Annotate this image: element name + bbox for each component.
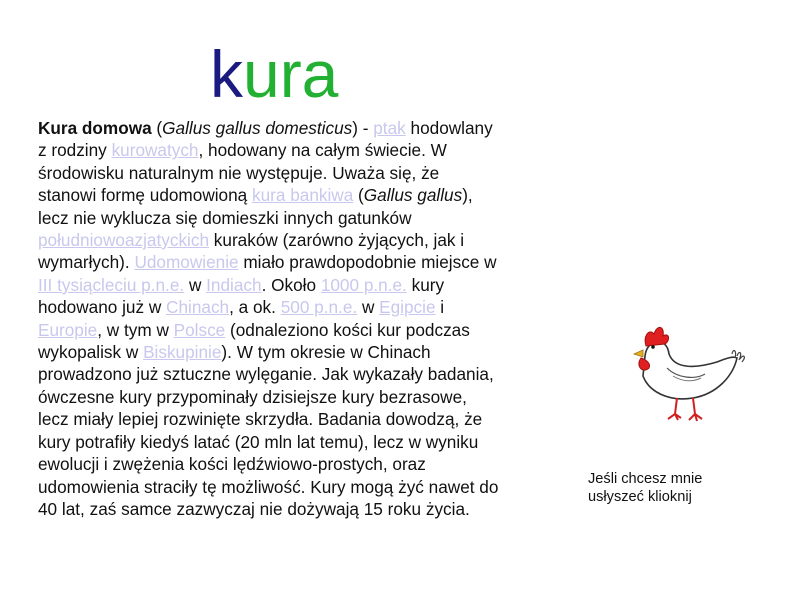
link-kura-bankiwa[interactable]: kura bankiwa bbox=[252, 185, 354, 206]
text-span: w bbox=[357, 297, 380, 318]
text-span: ( bbox=[151, 118, 163, 138]
link-polska[interactable]: Polsce bbox=[173, 319, 226, 340]
text-span: miało prawdopodobnie miejsce w bbox=[238, 252, 497, 273]
text-span: kuraków (zarówno żyjących, jak i bbox=[209, 230, 465, 251]
link-500-pne[interactable]: 500 p.n.e. bbox=[280, 297, 358, 318]
text-span: ) - bbox=[352, 118, 374, 138]
text-span: (odnaleziono kości kur podczas bbox=[225, 319, 470, 340]
link-indie[interactable]: Indiach bbox=[206, 274, 262, 295]
title-first-letter: k bbox=[210, 37, 243, 111]
link-europa[interactable]: Europie bbox=[38, 319, 98, 340]
text-span: ). W tym okresie w Chinach bbox=[221, 342, 431, 363]
page-title bbox=[210, 34, 338, 114]
text-span: stanowi formę udomowioną bbox=[38, 185, 252, 206]
listen-instruction bbox=[588, 470, 788, 506]
text-span: , a ok. bbox=[229, 297, 281, 318]
text-span: w bbox=[184, 274, 207, 295]
text-span: i bbox=[435, 297, 445, 318]
link-chiny[interactable]: Chinach bbox=[166, 297, 230, 318]
text-span: lecz miały lepiej rozwinięte skrzydła. Badania dowodzą, że bbox=[38, 409, 483, 430]
hen-icon bbox=[605, 318, 755, 428]
link-egipt[interactable]: Egipcie bbox=[379, 297, 436, 318]
text-span: 40 lat, zaś samce zazwyczaj nie dożywają 15 roku życia. bbox=[38, 498, 470, 519]
text-span: kury potrafiły kiedyś latać (20 mln lat temu), lecz w wyniku bbox=[38, 431, 479, 452]
listen-line-1: Jeśli chcesz mnie bbox=[588, 471, 703, 487]
text-span: , hodowany na całym świecie. W bbox=[198, 140, 447, 161]
text-span: udomowienia straciły tę możliwość. Kury mogą żyć nawet do bbox=[38, 476, 499, 497]
hen-sound-image[interactable] bbox=[605, 318, 755, 428]
link-kurowate[interactable]: kurowatych bbox=[111, 140, 199, 161]
text-span: ewolucji i zwężenia kości lędźwiowo-prostych, oraz bbox=[38, 454, 426, 475]
latin-name: Gallus gallus domesticus bbox=[162, 118, 353, 138]
article-heading: Kura domowa bbox=[38, 118, 152, 138]
text-span: z rodziny bbox=[38, 140, 112, 161]
article-text bbox=[38, 117, 598, 520]
link-udomowienie[interactable]: Udomowienie bbox=[134, 252, 239, 273]
text-span: ówczesne kury przypominały dzisiejsze kury bezrasowe, bbox=[38, 386, 467, 407]
text-span: hodowano już w bbox=[38, 297, 167, 318]
text-span: ( bbox=[353, 185, 364, 206]
link-ptak[interactable]: ptak bbox=[373, 118, 406, 138]
text-span: hodowlany bbox=[405, 118, 493, 138]
link-biskupin[interactable]: Biskupinie bbox=[143, 342, 222, 363]
link-poludniowoazjatyckie[interactable]: południowoazjatyckich bbox=[38, 230, 210, 251]
text-span: środowisku naturalnym nie występuje. Uważa się, że bbox=[38, 162, 440, 183]
text-span: ), bbox=[462, 185, 473, 206]
text-span: lecz nie wyklucza się domieszki innych gatunków bbox=[38, 207, 412, 228]
text-span: , w tym w bbox=[97, 319, 174, 340]
listen-line-2: usłyszeć klioknij bbox=[588, 489, 692, 505]
text-span: . Około bbox=[261, 274, 321, 295]
text-span: wykopalisk w bbox=[38, 342, 144, 363]
text-span: wymarłych). bbox=[38, 252, 135, 273]
title-rest: ura bbox=[243, 37, 339, 111]
link-1000-pne[interactable]: 1000 p.n.e. bbox=[320, 274, 407, 295]
text-span: prowadzono już sztuczne wylęganie. Jak wykazały badania, bbox=[38, 364, 494, 385]
latin-name: Gallus gallus bbox=[363, 185, 463, 206]
link-tysiaclecie[interactable]: III tysiącleciu p.n.e. bbox=[38, 274, 185, 295]
text-span: kury bbox=[406, 274, 445, 295]
